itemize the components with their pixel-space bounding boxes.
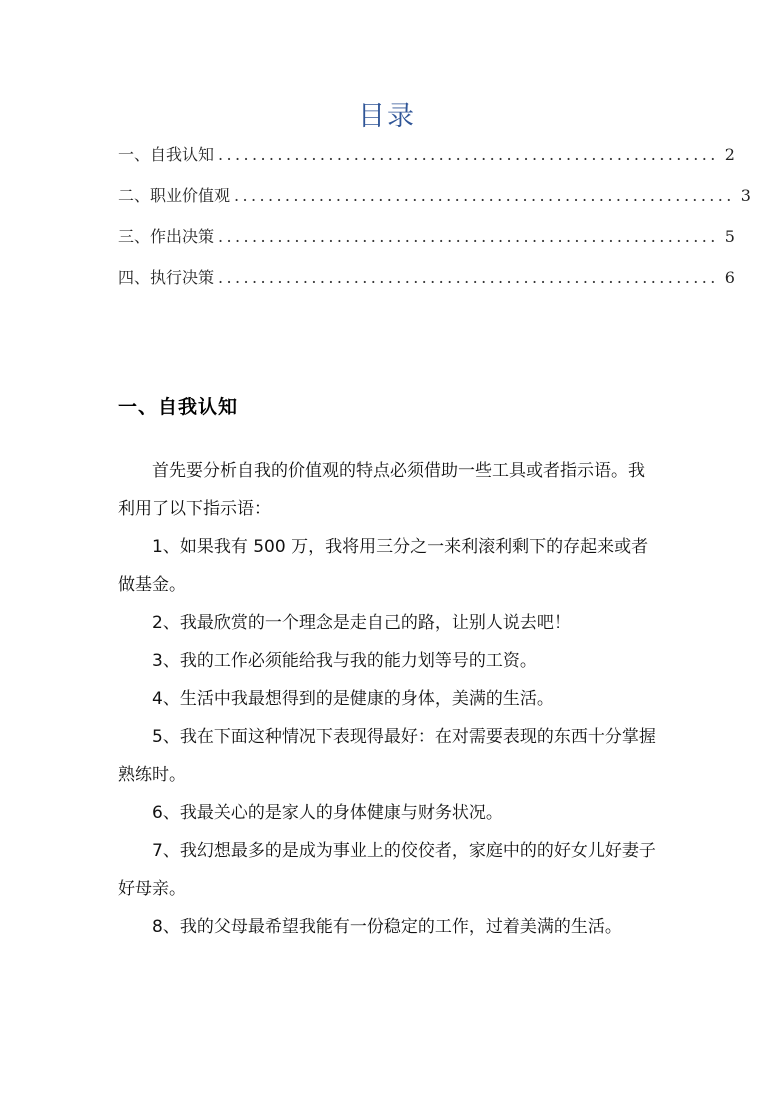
toc-entry-leader: ........................................................... (218, 268, 719, 287)
toc-entry-label: 四、执行决策 (118, 268, 215, 287)
paragraph: 3、我的工作必须能给我与我的能力划等号的工资。 (152, 651, 537, 671)
paragraph: 4、生活中我最想得到的是健康的身体，美满的生活。 (152, 689, 554, 709)
paragraph: 5、我在下面这种情况下表现得最好：在对需要表现的东西十分掌握熟练时。 (118, 727, 656, 785)
table-of-contents (118, 142, 751, 306)
toc-entry-leader: ........................................................... (218, 227, 719, 246)
toc-entry-page: 5 (724, 227, 735, 246)
toc-entry[interactable] (118, 183, 751, 224)
paragraph: 8、我的父母最希望我能有一份稳定的工作，过着美满的生活。 (152, 917, 622, 937)
toc-title: 目录 (358, 101, 416, 132)
toc-entry-label: 三、作出决策 (118, 227, 215, 246)
paragraph: 2、我最欣赏的一个理念是走自己的路，让别人说去吧！ (152, 613, 571, 633)
toc-entry-label: 二、职业价值观 (118, 186, 231, 205)
paragraph: 首先要分析自我的价值观的特点必须借助一些工具或者指示语。我利用了以下指示语： (118, 461, 645, 519)
toc-entry-page: 3 (740, 186, 751, 205)
toc-entry-label: 一、自我认知 (118, 145, 215, 164)
section-body (118, 452, 658, 946)
toc-entry-page: 6 (724, 268, 735, 287)
paragraph: 1、如果我有 500 万，我将用三分之一来利滚利剩下的存起来或者做基金。 (118, 537, 649, 595)
paragraph: 7、我幻想最多的是成为事业上的佼佼者，家庭中的的好女儿好妻子好母亲。 (118, 841, 656, 899)
toc-entry[interactable] (118, 265, 735, 306)
section-heading: 一、自我认知 (118, 396, 239, 418)
toc-entry[interactable] (118, 224, 735, 265)
toc-entry-leader: ........................................................... (218, 145, 719, 164)
toc-entry-leader: ........................................................... (234, 186, 735, 205)
toc-entry[interactable] (118, 142, 735, 183)
paragraph: 6、我最关心的是家人的身体健康与财务状况。 (152, 803, 503, 823)
toc-entry-page: 2 (724, 145, 735, 164)
